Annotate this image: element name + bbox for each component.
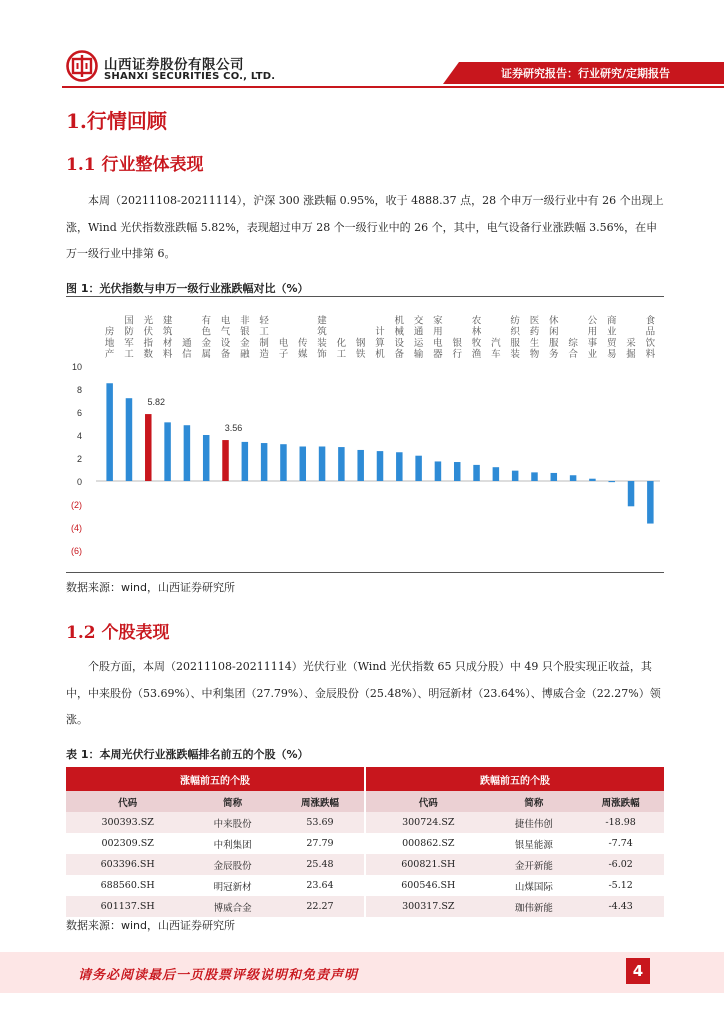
bar-房地产 xyxy=(106,383,113,481)
subsection-title-industry: 1.1 行业整体表现 xyxy=(66,155,204,175)
bar-电子 xyxy=(280,444,287,481)
col-header: 简称 xyxy=(189,791,276,812)
group-header-down: 跌幅前五的个股 xyxy=(365,767,664,791)
bar-公用事业 xyxy=(589,479,596,481)
industry-paragraph xyxy=(66,188,664,268)
cell-name: 中来股份 xyxy=(189,812,276,833)
x-category-label: 纺织服装 xyxy=(510,315,520,360)
bar-建筑材料 xyxy=(164,422,171,481)
cell-change: -5.12 xyxy=(577,875,664,896)
x-category-label: 食品饮料 xyxy=(645,315,656,360)
table-row xyxy=(66,812,664,833)
bar-轻工制造 xyxy=(261,443,268,481)
data-label: 3.56 xyxy=(224,423,243,434)
y-tick-label: 10 xyxy=(71,362,82,372)
y-tick-label: 6 xyxy=(76,408,82,418)
x-category-label: 传媒 xyxy=(298,337,308,360)
cell-code: 000862.SZ xyxy=(365,833,491,854)
bar-商业贸易 xyxy=(608,481,615,482)
cell-change: 23.64 xyxy=(276,875,365,896)
x-category-label: 房地产 xyxy=(104,326,115,360)
cell-code: 300724.SZ xyxy=(365,812,491,833)
x-category-label: 采掘 xyxy=(626,337,636,360)
x-category-label: 国防军工 xyxy=(124,315,134,360)
bar-有色金属 xyxy=(203,435,210,481)
table-row xyxy=(66,833,664,854)
bar-通信 xyxy=(184,425,191,481)
data-label: 5.82 xyxy=(147,397,166,408)
table-source: 数据来源：wind，山西证券研究所 xyxy=(66,919,236,932)
top-movers-table xyxy=(66,767,664,917)
company-name-cn: 山西证券股份有限公司 xyxy=(104,57,244,73)
x-category-label: 交通运输 xyxy=(413,315,424,360)
bar-建筑装饰 xyxy=(319,447,326,482)
figure-bottom-rule xyxy=(66,572,664,573)
cell-name: 中利集团 xyxy=(189,833,276,854)
x-category-label: 休闲服务 xyxy=(549,315,559,360)
cell-change: 53.69 xyxy=(276,812,365,833)
cell-change: -6.02 xyxy=(577,854,664,875)
figure-top-rule xyxy=(66,296,664,297)
x-category-label: 钢铁 xyxy=(355,337,366,360)
cell-name: 珈伟新能 xyxy=(491,896,578,917)
cell-code: 688560.SH xyxy=(66,875,189,896)
table-row xyxy=(66,875,664,896)
x-category-label: 公用事业 xyxy=(587,315,598,360)
cell-name: 银星能源 xyxy=(491,833,578,854)
industry-paragraph-text: 本周（20211108-20211114），沪深 300 涨跌幅 0.95%，收于 4888.37 点，28 个申万一级行业中有 26 个出现上涨，Wind 光伏指数涨跌幅 5.82%，表现超过申万 28 个一级行业中的 26 个，其中，电气设备行业涨跌幅 3.56%，在申万一级行业中排第 6。 xyxy=(66,194,664,260)
bar-农林牧渔 xyxy=(473,465,480,481)
cell-code: 002309.SZ xyxy=(66,833,189,854)
cell-change: -7.74 xyxy=(577,833,664,854)
x-category-label: 银行 xyxy=(452,337,462,360)
bar-非银金融 xyxy=(242,442,249,481)
x-category-label: 商业贸易 xyxy=(606,315,617,360)
x-category-label: 通信 xyxy=(182,337,192,360)
cell-name: 明冠新材 xyxy=(189,875,276,896)
table-row xyxy=(66,854,664,875)
cell-name: 山煤国际 xyxy=(491,875,578,896)
bar-纺织服装 xyxy=(512,471,519,481)
y-tick-label: (4) xyxy=(71,523,82,533)
x-category-label: 建筑材料 xyxy=(162,315,173,360)
cell-change: 22.27 xyxy=(276,896,365,917)
y-tick-label: (2) xyxy=(71,500,82,510)
bar-计算机 xyxy=(377,451,384,481)
x-category-label: 电气设备 xyxy=(220,315,231,360)
x-category-label: 汽车 xyxy=(491,337,501,360)
bar-钢铁 xyxy=(357,450,364,481)
figure-source: 数据来源：wind，山西证券研究所 xyxy=(66,581,236,594)
x-category-label: 轻工制造 xyxy=(259,315,269,360)
table-caption: 表 1：本周光伏行业涨跌幅排名前五的个股（%） xyxy=(66,748,309,761)
subsection-title-stocks: 1.2 个股表现 xyxy=(66,623,170,643)
y-tick-label: 2 xyxy=(76,454,82,464)
bar-医药生物 xyxy=(531,472,538,481)
x-category-label: 化工 xyxy=(336,337,347,360)
bar-食品饮料 xyxy=(647,481,654,524)
table-header-row xyxy=(66,791,664,812)
col-header: 周涨跌幅 xyxy=(577,791,664,812)
cell-change: -18.98 xyxy=(577,812,664,833)
industry-bar-chart xyxy=(66,300,664,568)
cell-code: 603396.SH xyxy=(66,854,189,875)
x-category-label: 光伏指数 xyxy=(143,315,154,360)
figure-caption: 图 1：光伏指数与申万一级行业涨跌幅对比（%） xyxy=(66,282,309,295)
x-category-label: 医药生物 xyxy=(529,315,540,360)
bar-综合 xyxy=(570,475,577,481)
col-header: 周涨跌幅 xyxy=(276,791,365,812)
bar-光伏指数 xyxy=(145,414,152,481)
bar-国防军工 xyxy=(126,398,133,481)
stocks-paragraph xyxy=(66,654,664,734)
stocks-paragraph-text: 个股方面，本周（20211108-20211114）光伏行业（Wind 光伏指数 65 只成分股）中 49 只个股实现正收益，其中，中来股份（53.69%）、中利集团（27.79%）、金辰股份（25.48%）、明冠新材（23.64%）、博威合金（22.27%）领涨。 xyxy=(66,660,661,726)
cell-code: 601137.SH xyxy=(66,896,189,917)
y-tick-label: (6) xyxy=(71,546,82,556)
company-name-en: SHANXI SECURITIES CO., LTD. xyxy=(104,71,276,82)
cell-name: 博威合金 xyxy=(189,896,276,917)
cell-code: 600821.SH xyxy=(365,854,491,875)
company-logo-icon xyxy=(66,50,98,82)
bar-银行 xyxy=(454,462,461,481)
page-header xyxy=(0,0,724,95)
x-category-label: 有色金属 xyxy=(201,315,211,360)
x-category-label: 电子 xyxy=(278,337,289,360)
bar-采掘 xyxy=(628,481,635,506)
table-row xyxy=(66,896,664,917)
cell-code: 600546.SH xyxy=(365,875,491,896)
bar-交通运输 xyxy=(415,456,422,481)
footer-disclaimer: 请务必阅读最后一页股票评级说明和免责声明 xyxy=(78,968,359,983)
x-category-label: 农林牧渔 xyxy=(471,315,482,360)
bar-家用电器 xyxy=(435,461,442,481)
bar-传媒 xyxy=(300,447,307,482)
cell-name: 捷佳伟创 xyxy=(491,812,578,833)
x-category-label: 建筑装饰 xyxy=(317,315,327,360)
page-number: 4 xyxy=(626,958,650,984)
bar-休闲服务 xyxy=(551,473,558,481)
cell-change: 27.79 xyxy=(276,833,365,854)
y-tick-label: 0 xyxy=(76,477,82,487)
x-category-label: 综合 xyxy=(568,337,578,360)
cell-code: 300317.SZ xyxy=(365,896,491,917)
cell-name: 金开新能 xyxy=(491,854,578,875)
y-tick-label: 4 xyxy=(76,431,82,441)
header-divider xyxy=(62,86,724,88)
col-header: 代码 xyxy=(66,791,189,812)
x-category-label: 计算机 xyxy=(375,326,385,360)
bar-电气设备 xyxy=(222,440,229,481)
table-group-row xyxy=(66,767,664,791)
bar-机械设备 xyxy=(396,452,403,481)
y-tick-label: 8 xyxy=(76,385,82,395)
cell-change: 25.48 xyxy=(276,854,365,875)
section-title: 1.行情回顾 xyxy=(66,109,167,133)
group-header-up: 涨幅前五的个股 xyxy=(66,767,365,791)
col-header: 代码 xyxy=(365,791,491,812)
x-category-label: 家用电器 xyxy=(433,315,443,360)
cell-code: 300393.SZ xyxy=(66,812,189,833)
bar-汽车 xyxy=(493,467,500,481)
cell-name: 金辰股份 xyxy=(189,854,276,875)
bar-化工 xyxy=(338,447,345,481)
col-header: 简称 xyxy=(491,791,578,812)
x-category-label: 机械设备 xyxy=(394,315,405,360)
report-type: 证券研究报告：行业研究/定期报告 xyxy=(500,67,670,80)
cell-change: -4.43 xyxy=(577,896,664,917)
x-category-label: 非银金融 xyxy=(240,315,250,360)
